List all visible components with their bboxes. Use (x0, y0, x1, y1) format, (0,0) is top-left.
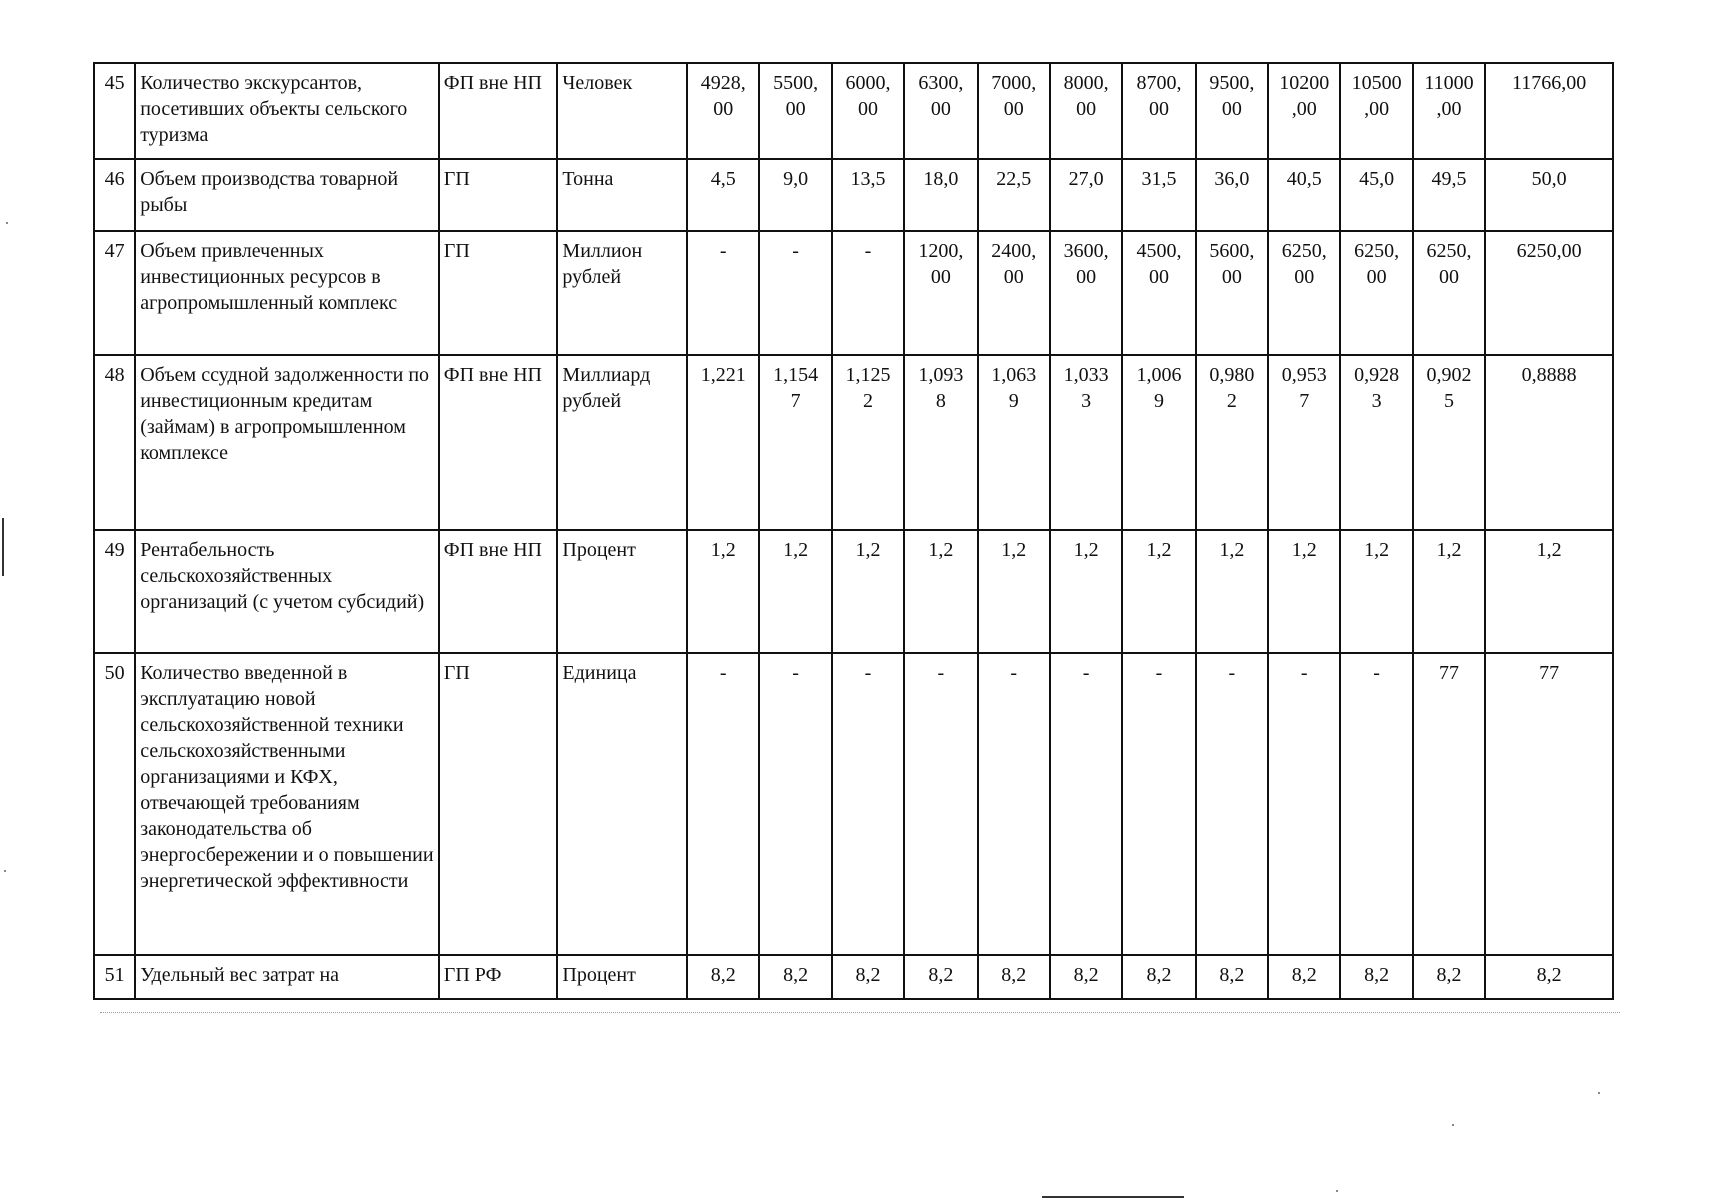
year-value: 1,2 (1196, 530, 1268, 653)
unit-of-measure: Единица (557, 653, 687, 955)
year-value: - (1122, 653, 1195, 955)
year-value: 11766,00 (1485, 63, 1613, 159)
year-value: 1,033 3 (1050, 355, 1122, 530)
year-value: - (978, 653, 1050, 955)
year-value: - (904, 653, 977, 955)
year-value: 8,2 (904, 955, 977, 999)
indicator-source: ФП вне НП (439, 530, 558, 653)
scan-dot (6, 222, 8, 224)
year-value: 50,0 (1485, 159, 1613, 231)
year-value: - (1268, 653, 1340, 955)
indicator-source: ГП РФ (439, 955, 558, 999)
year-value: 9500, 00 (1196, 63, 1268, 159)
year-value: 1,154 7 (759, 355, 831, 530)
year-value: 8,2 (978, 955, 1050, 999)
year-value: 0,953 7 (1268, 355, 1340, 530)
row-number: 51 (94, 955, 135, 999)
year-value: 40,5 (1268, 159, 1340, 231)
year-value: 6250, 00 (1340, 231, 1412, 355)
year-value: 22,5 (978, 159, 1050, 231)
scan-dot (4, 870, 6, 872)
year-value: 8,2 (759, 955, 831, 999)
year-value: - (759, 653, 831, 955)
year-value: 1,2 (832, 530, 904, 653)
year-value: 11000 ,00 (1413, 63, 1485, 159)
year-value: 8,2 (1122, 955, 1195, 999)
year-value: 6250, 00 (1268, 231, 1340, 355)
unit-of-measure: Тонна (557, 159, 687, 231)
indicator-name: Количество экскурсантов, посетивших объекты сельского туризма (135, 63, 439, 159)
year-value: - (1050, 653, 1122, 955)
year-value: 45,0 (1340, 159, 1412, 231)
scan-dot (1598, 1092, 1600, 1094)
year-value: 0,8888 (1485, 355, 1613, 530)
year-value: 5500, 00 (759, 63, 831, 159)
year-value: 6250,00 (1485, 231, 1613, 355)
year-value: - (832, 231, 904, 355)
year-value: 8700, 00 (1122, 63, 1195, 159)
year-value: 2400, 00 (978, 231, 1050, 355)
year-value: 10200 ,00 (1268, 63, 1340, 159)
year-value: 1200, 00 (904, 231, 977, 355)
year-value: 7000, 00 (978, 63, 1050, 159)
year-value: 1,093 8 (904, 355, 977, 530)
row-number: 48 (94, 355, 135, 530)
year-value: 77 (1413, 653, 1485, 955)
year-value: 0,980 2 (1196, 355, 1268, 530)
year-value: 6300, 00 (904, 63, 977, 159)
year-value: 1,221 (687, 355, 759, 530)
year-value: 3600, 00 (1050, 231, 1122, 355)
table-body (94, 63, 1613, 999)
year-value: 0,902 5 (1413, 355, 1485, 530)
year-value: 1,125 2 (832, 355, 904, 530)
indicator-source: ФП вне НП (439, 63, 558, 159)
scan-margin-mark (2, 518, 4, 576)
indicator-source: ГП (439, 653, 558, 955)
indicator-name: Количество введенной в эксплуатацию новой сельскохозяйственной техники сельскохозяйственными организациями и КФХ, отвечающей требованиям законодательства об энергосбережении и о повышении энергетической эффективности (135, 653, 439, 955)
footer-line (1042, 1196, 1184, 1198)
year-value: 1,063 9 (978, 355, 1050, 530)
year-value: 8,2 (1485, 955, 1613, 999)
year-value: 1,2 (1413, 530, 1485, 653)
year-value: 8,2 (1196, 955, 1268, 999)
scan-dot (1452, 1124, 1454, 1126)
year-value: 1,2 (759, 530, 831, 653)
year-value: 18,0 (904, 159, 977, 231)
year-value: 13,5 (832, 159, 904, 231)
year-value: 1,2 (1050, 530, 1122, 653)
year-value: - (832, 653, 904, 955)
year-value: 6250, 00 (1413, 231, 1485, 355)
year-value: 8000, 00 (1050, 63, 1122, 159)
year-value: - (1340, 653, 1412, 955)
table-row (94, 159, 1613, 231)
row-number: 45 (94, 63, 135, 159)
year-value: - (1196, 653, 1268, 955)
year-value: 8,2 (832, 955, 904, 999)
year-value: 8,2 (1268, 955, 1340, 999)
unit-of-measure: Миллиард рублей (557, 355, 687, 530)
year-value: 1,2 (1485, 530, 1613, 653)
year-value: 6000, 00 (832, 63, 904, 159)
year-value: 8,2 (1050, 955, 1122, 999)
table-row (94, 653, 1613, 955)
row-number: 46 (94, 159, 135, 231)
year-value: 10500 ,00 (1340, 63, 1412, 159)
year-value: - (759, 231, 831, 355)
indicator-name: Удельный вес затрат на (135, 955, 439, 999)
row-number: 47 (94, 231, 135, 355)
unit-of-measure: Процент (557, 955, 687, 999)
indicator-name: Объем привлеченных инвестиционных ресурсов в агропромышленный комплекс (135, 231, 439, 355)
year-value: 1,2 (687, 530, 759, 653)
year-value: 1,2 (1340, 530, 1412, 653)
year-value: 1,006 9 (1122, 355, 1195, 530)
scan-dot (1336, 1190, 1338, 1192)
table-row (94, 231, 1613, 355)
year-value: 27,0 (1050, 159, 1122, 231)
indicators-table (93, 62, 1614, 1000)
table-row (94, 955, 1613, 999)
year-value: 4,5 (687, 159, 759, 231)
table-row (94, 355, 1613, 530)
row-number: 49 (94, 530, 135, 653)
year-value: 4928, 00 (687, 63, 759, 159)
indicator-name: Объем ссудной задолженности по инвестиционным кредитам (займам) в агропромышленном комплексе (135, 355, 439, 530)
year-value: 1,2 (904, 530, 977, 653)
year-value: - (687, 653, 759, 955)
unit-of-measure: Миллион рублей (557, 231, 687, 355)
indicator-source: ГП (439, 159, 558, 231)
year-value: 1,2 (1122, 530, 1195, 653)
year-value: 1,2 (1268, 530, 1340, 653)
year-value: 1,2 (978, 530, 1050, 653)
year-value: 9,0 (759, 159, 831, 231)
year-value: 77 (1485, 653, 1613, 955)
indicator-name: Объем производства товарной рыбы (135, 159, 439, 231)
year-value: 0,928 3 (1340, 355, 1412, 530)
year-value: 8,2 (687, 955, 759, 999)
indicator-source: ГП (439, 231, 558, 355)
year-value: 36,0 (1196, 159, 1268, 231)
row-number: 50 (94, 653, 135, 955)
year-value: 31,5 (1122, 159, 1195, 231)
indicator-source: ФП вне НП (439, 355, 558, 530)
unit-of-measure: Процент (557, 530, 687, 653)
year-value: 8,2 (1413, 955, 1485, 999)
unit-of-measure: Человек (557, 63, 687, 159)
year-value: 4500, 00 (1122, 231, 1195, 355)
year-value: 5600, 00 (1196, 231, 1268, 355)
table-row (94, 530, 1613, 653)
indicator-name: Рентабельность сельскохозяйственных организаций (с учетом субсидий) (135, 530, 439, 653)
table-row (94, 63, 1613, 159)
year-value: 8,2 (1340, 955, 1412, 999)
bottom-rule (100, 1012, 1620, 1013)
year-value: 49,5 (1413, 159, 1485, 231)
year-value: - (687, 231, 759, 355)
